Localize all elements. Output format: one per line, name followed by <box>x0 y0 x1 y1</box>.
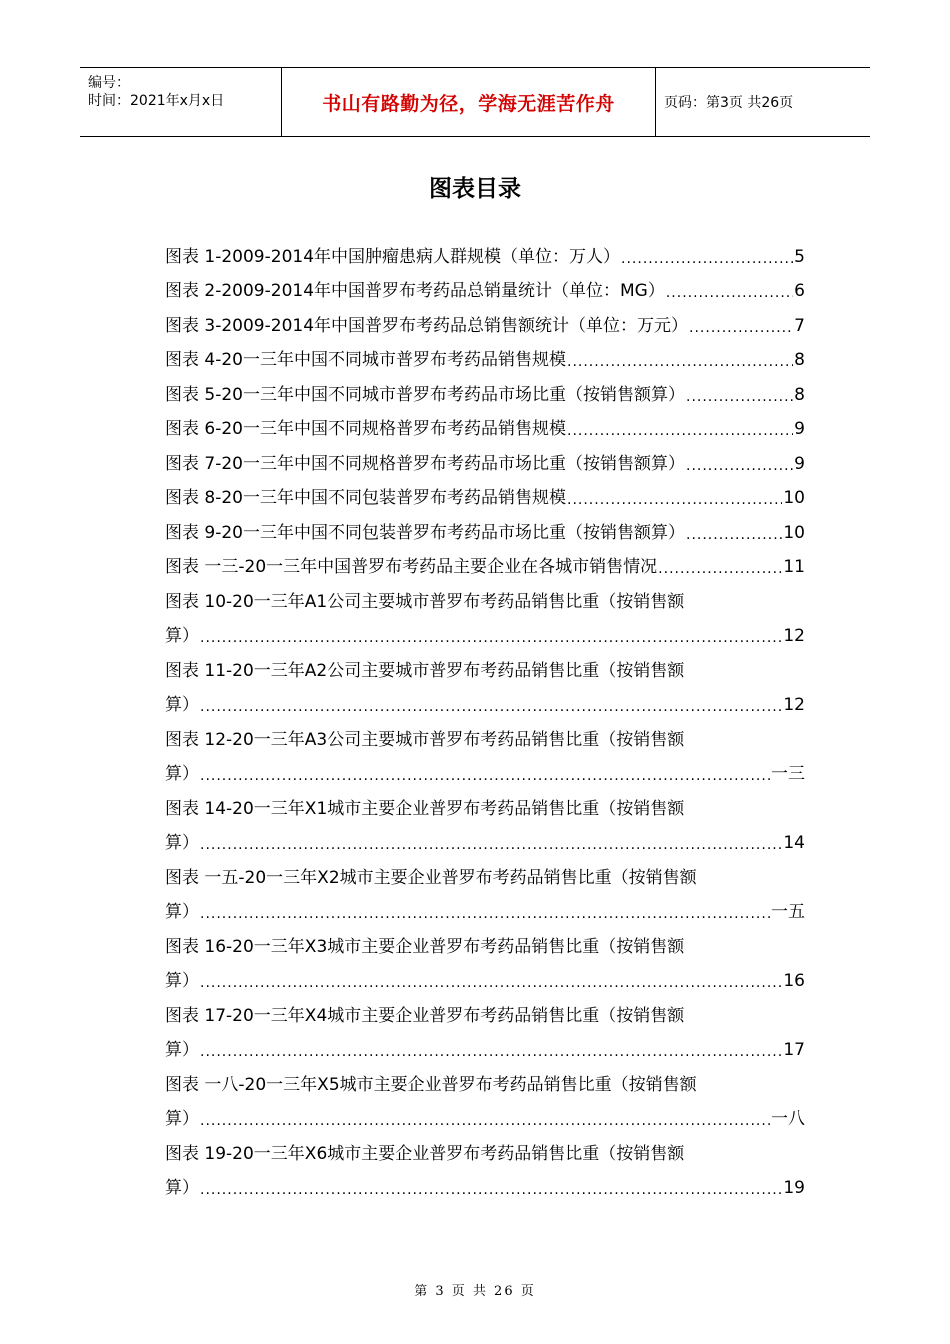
toc-entry[interactable] <box>165 444 805 479</box>
toc-entry-text: 图表 4-20一三年中国不同城市普罗布考药品销售规模 <box>165 350 566 370</box>
dot-leader <box>689 319 793 337</box>
toc-page-number: 12 <box>783 695 805 715</box>
toc-entry[interactable] <box>165 582 805 617</box>
toc-entry-text-cont: 算） <box>165 626 199 646</box>
toc-title: 图表目录 <box>429 176 521 202</box>
dot-leader <box>200 836 782 854</box>
toc-page-number: 6 <box>794 281 805 301</box>
date-label: 时间：2021年x月x日 <box>88 93 225 109</box>
toc-entry[interactable] <box>165 651 805 686</box>
toc-page-number: 一五 <box>771 902 805 922</box>
toc-entry[interactable] <box>165 410 805 445</box>
dot-leader <box>200 1043 782 1061</box>
dot-leader <box>686 388 793 406</box>
toc-entry[interactable] <box>165 306 805 341</box>
dot-leader <box>567 491 782 509</box>
toc-page-number: 9 <box>794 419 805 439</box>
dot-leader <box>567 353 793 371</box>
toc-page-number: 10 <box>783 522 805 543</box>
dot-leader <box>200 905 770 923</box>
toc-page-number: 8 <box>794 384 805 405</box>
toc-entry-continuation[interactable] <box>165 1031 805 1066</box>
serial-label: 编号： <box>88 75 130 91</box>
dot-leader <box>200 629 782 647</box>
dot-leader <box>200 698 782 716</box>
toc-entry-text-cont: 算） <box>165 1178 199 1198</box>
toc-entry-text-cont: 算） <box>165 902 199 922</box>
dot-leader <box>200 1181 782 1199</box>
toc-entry-text-cont: 算） <box>165 764 199 784</box>
toc-entry-text: 图表 3-2009-2014年中国普罗布考药品总销售额统计（单位：万元） <box>165 315 689 336</box>
toc-entry-text: 图表 一八-20一三年X5城市主要企业普罗布考药品销售比重（按销售额 <box>165 1074 697 1095</box>
toc-entry-text-cont: 算） <box>165 1040 199 1060</box>
toc-entry-continuation[interactable] <box>165 824 805 859</box>
toc-entry-text: 图表 11-20一三年A2公司主要城市普罗布考药品销售比重（按销售额 <box>165 660 685 681</box>
toc-entry-continuation[interactable] <box>165 893 805 928</box>
toc-entry-continuation[interactable] <box>165 1169 805 1204</box>
dot-leader <box>200 974 782 992</box>
toc-entry[interactable] <box>165 1065 805 1100</box>
toc-page-number: 19 <box>783 1178 805 1198</box>
header-table <box>80 67 870 137</box>
toc-entry-continuation[interactable] <box>165 962 805 997</box>
header-motto: 书山有路勤为径，学海无涯苦作舟 <box>281 68 656 136</box>
toc-page-number: 14 <box>783 833 805 853</box>
header-meta <box>80 68 281 136</box>
toc-entry-text: 图表 16-20一三年X3城市主要企业普罗布考药品销售比重（按销售额 <box>165 936 685 957</box>
toc-entry-text: 图表 17-20一三年X4城市主要企业普罗布考药品销售比重（按销售额 <box>165 1005 685 1026</box>
toc-page-number: 5 <box>794 246 805 267</box>
toc-entry-text: 图表 10-20一三年A1公司主要城市普罗布考药品销售比重（按销售额 <box>165 591 685 612</box>
toc-entry[interactable] <box>165 548 805 583</box>
toc-entry[interactable] <box>165 341 805 376</box>
toc-entry[interactable] <box>165 479 805 514</box>
toc-entry-text: 图表 14-20一三年X1城市主要企业普罗布考药品销售比重（按销售额 <box>165 798 685 819</box>
toc-page-number: 10 <box>783 488 805 508</box>
toc-entry[interactable] <box>165 375 805 410</box>
toc-entry[interactable] <box>165 272 805 307</box>
header-page-info: 页码：第3页 共26页 <box>664 95 794 111</box>
toc-entry-text: 图表 5-20一三年中国不同城市普罗布考药品市场比重（按销售额算） <box>165 384 685 405</box>
toc-entry-continuation[interactable] <box>165 686 805 721</box>
toc-entry-continuation[interactable] <box>165 617 805 652</box>
toc-entry-text-cont: 算） <box>165 1109 199 1129</box>
toc-entry-text: 图表 9-20一三年中国不同包装普罗布考药品市场比重（按销售额算） <box>165 522 685 543</box>
toc-entry[interactable] <box>165 927 805 962</box>
toc-page-number: 一三 <box>771 764 805 784</box>
toc-entry-text: 图表 一五-20一三年X2城市主要企业普罗布考药品销售比重（按销售额 <box>165 867 697 888</box>
toc-entry-text: 图表 一三-20一三年中国普罗布考药品主要企业在各城市销售情况 <box>165 557 658 577</box>
toc-entry[interactable] <box>165 1134 805 1169</box>
toc-entry-text: 图表 19-20一三年X6城市主要企业普罗布考药品销售比重（按销售额 <box>165 1143 685 1164</box>
toc-entry-text-cont: 算） <box>165 695 199 715</box>
toc-page-number: 16 <box>783 971 805 991</box>
toc-entry-continuation[interactable] <box>165 1100 805 1135</box>
toc-entry[interactable] <box>165 237 805 272</box>
dot-leader <box>621 250 793 268</box>
toc-entry[interactable] <box>165 720 805 755</box>
toc-entry[interactable] <box>165 858 805 893</box>
toc-page-number: 12 <box>783 626 805 646</box>
dot-leader <box>567 422 793 440</box>
toc-page-number: 11 <box>783 557 805 577</box>
toc-page-number: 8 <box>794 350 805 370</box>
toc-entry-text: 图表 6-20一三年中国不同规格普罗布考药品销售规模 <box>165 419 566 439</box>
toc-list <box>165 237 805 1203</box>
toc-entry-text: 图表 12-20一三年A3公司主要城市普罗布考药品销售比重（按销售额 <box>165 729 685 750</box>
toc-entry-continuation[interactable] <box>165 755 805 790</box>
toc-entry-text-cont: 算） <box>165 833 199 853</box>
dot-leader <box>200 1112 770 1130</box>
toc-entry-text: 图表 1-2009-2014年中国肿瘤患病人群规模（单位：万人） <box>165 246 621 267</box>
toc-entry[interactable] <box>165 996 805 1031</box>
dot-leader <box>686 457 793 475</box>
toc-entry-text: 图表 7-20一三年中国不同规格普罗布考药品市场比重（按销售额算） <box>165 453 685 474</box>
toc-entry[interactable] <box>165 789 805 824</box>
toc-page-number: 17 <box>783 1040 805 1060</box>
toc-entry-text: 图表 2-2009-2014年中国普罗布考药品总销量统计（单位：MG） <box>165 281 665 301</box>
toc-page-number: 9 <box>794 453 805 474</box>
toc-entry[interactable] <box>165 513 805 548</box>
dot-leader <box>686 526 782 544</box>
toc-entry-text: 图表 8-20一三年中国不同包装普罗布考药品销售规模 <box>165 488 566 508</box>
toc-page-number: 一八 <box>771 1109 805 1129</box>
toc-page-number: 7 <box>794 315 805 336</box>
dot-leader <box>658 560 782 578</box>
toc-entry-text-cont: 算） <box>165 971 199 991</box>
page-footer: 第 3 页 共 26 页 <box>414 1284 536 1299</box>
dot-leader <box>666 284 793 302</box>
dot-leader <box>200 767 770 785</box>
